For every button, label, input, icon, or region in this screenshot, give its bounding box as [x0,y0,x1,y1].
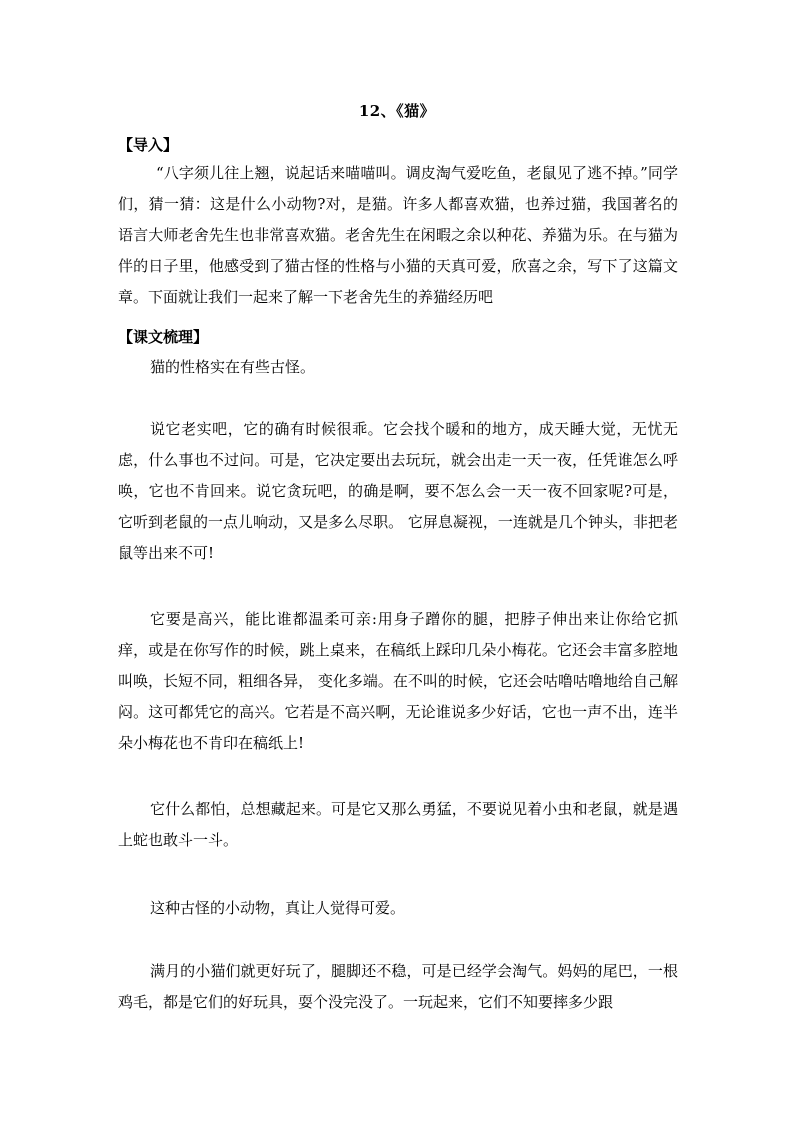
paragraph-6: 满月的小猫们就更好玩了，腿脚还不稳，可是已经学会淘气。妈妈的尾巴，一根鸡毛，都是它们的好玩具，耍个没完没了。一玩起来，它们不知要摔多少跟 [118,962,678,1011]
paragraph-5: 这种古怪的小动物，真让人觉得可爱。 [150,899,406,917]
paragraph-4: 它什么都怕，总想藏起来。可是它又那么勇猛，不要说见着小虫和老鼠，就是遇上蛇也敢斗一斗。 [118,800,678,849]
paragraph-1: 猫的性格实在有些古怪。 [150,358,316,376]
section-heading-intro: 【导入】 [118,136,179,154]
section-heading-text-review: 【课文梳理】 [118,328,209,346]
intro-paragraph: “八字须儿往上翘，说起话来喵喵叫。调皮淘气爱吃鱼，老鼠见了逃不掉。”同学们，猜一猜：这是什么小动物?对，是猫。许多人都喜欢猫，也养过猫，我国著名的语言大师老舍先生也非常喜欢猫。老舍先生在闲暇之余以种花、养猫为乐。在与猫为伴的日子里，他感受到了猫古怪的性格与小猫的天真可爱，欣喜之余，写下了这篇文章。下面就让我们一起来了解一下老舍先生的养猫经历吧 [118,164,678,306]
document-title: 12、《猫》 [358,102,436,120]
paragraph-2: 说它老实吧，它的确有时候很乖。它会找个暖和的地方，成天睡大觉，无忧无虑，什么事也不过问。可是，它决定要出去玩玩，就会出走一天一夜，任凭谁怎么呼唤，它也不肯回来。说它贪玩吧，的确是啊，要不怎么会一天一夜不回家呢?可是，它听到老鼠的一点儿响动，又是多么尽职。 它屏息凝视，一连就是几个钟头，非把老鼠等出来不可! [118,420,678,562]
paragraph-3: 它要是高兴，能比谁都温柔可亲:用身子蹭你的腿，把脖子伸出来让你给它抓痒，或是在你写作的时候，跳上桌来，在稿纸上踩印几朵小梅花。它还会丰富多腔地叫唤，长短不同，粗细各异， 变化多端。在不叫的时候，它还会咕噜咕噜地给自己解闷。这可都凭它的高兴。它若是不高兴啊，无论谁说多少好话，它也一声不出，连半朵小梅花也不肯印在稿纸上! [118,610,678,752]
